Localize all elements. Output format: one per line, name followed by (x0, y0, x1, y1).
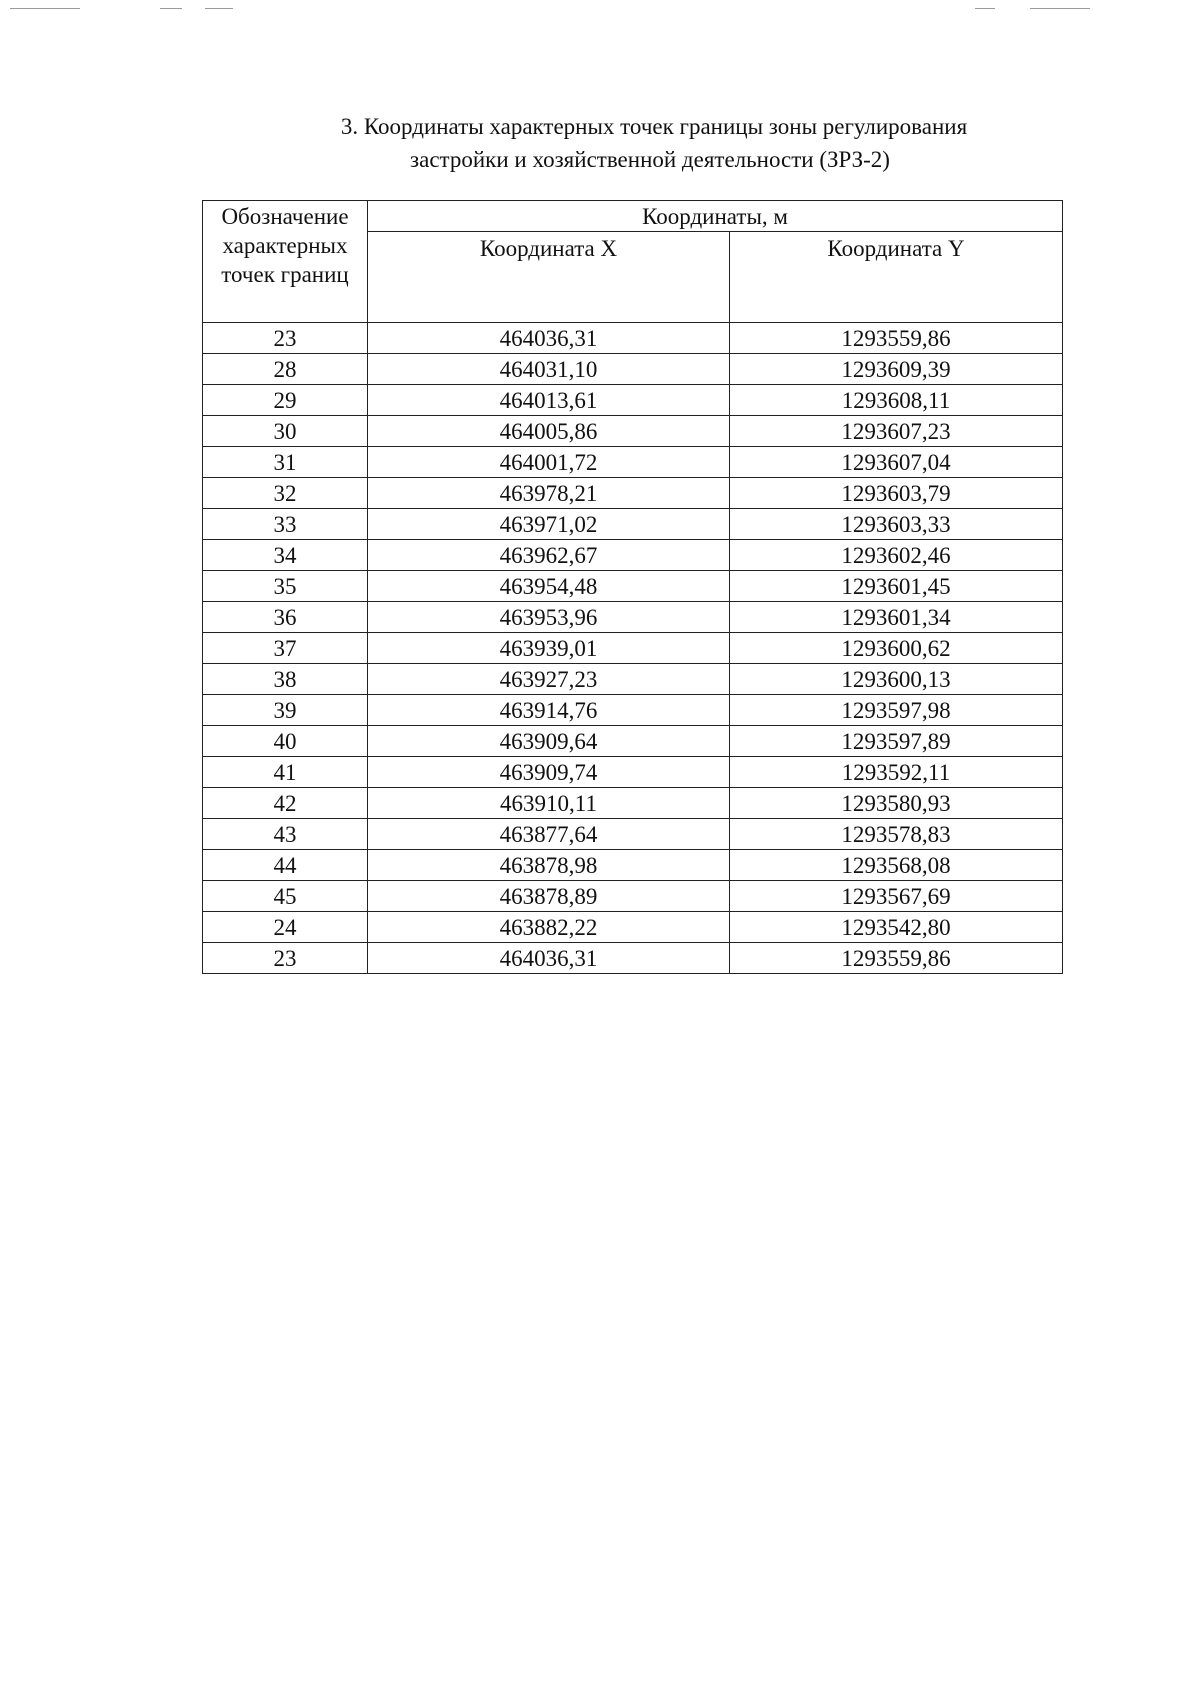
section-heading-line-1: 3. Координаты характерных точек границы зоны регулирования (340, 114, 968, 139)
table-row (203, 788, 1063, 819)
table-row (203, 323, 1063, 354)
table-row (203, 354, 1063, 385)
point-cell: 30 (203, 416, 368, 447)
table-header (203, 201, 1063, 323)
coordinates-table (202, 200, 1063, 974)
point-cell: 35 (203, 571, 368, 602)
table-row (203, 850, 1063, 881)
coordinate-y-cell: 1293603,79 (730, 478, 1063, 509)
coordinate-y-cell: 1293603,33 (730, 509, 1063, 540)
scan-artifacts (0, 8, 1100, 12)
table-row (203, 447, 1063, 478)
table-row (203, 602, 1063, 633)
scan-speck (10, 8, 80, 9)
coordinate-y-cell: 1293597,89 (730, 726, 1063, 757)
table-row (203, 540, 1063, 571)
coordinate-x-cell: 463910,11 (368, 788, 730, 819)
coordinate-x-cell: 463954,48 (368, 571, 730, 602)
point-cell: 24 (203, 912, 368, 943)
coordinate-x-cell: 463882,22 (368, 912, 730, 943)
coordinate-x-cell: 463971,02 (368, 509, 730, 540)
point-cell: 23 (203, 323, 368, 354)
point-cell: 32 (203, 478, 368, 509)
section-heading (240, 110, 1060, 176)
point-cell: 41 (203, 757, 368, 788)
point-cell: 28 (203, 354, 368, 385)
coordinate-x-cell: 463877,64 (368, 819, 730, 850)
table-row (203, 509, 1063, 540)
table-row (203, 695, 1063, 726)
coordinate-y-cell: 1293567,69 (730, 881, 1063, 912)
table-row (203, 633, 1063, 664)
coordinate-x-cell: 464036,31 (368, 323, 730, 354)
coordinate-x-cell: 463953,96 (368, 602, 730, 633)
header-point-designation: Обозначение характерных точек границ (203, 201, 368, 323)
table-row (203, 757, 1063, 788)
point-cell: 39 (203, 695, 368, 726)
table-row (203, 478, 1063, 509)
coordinate-y-cell: 1293568,08 (730, 850, 1063, 881)
scan-speck (160, 8, 182, 9)
scan-speck (1030, 8, 1090, 9)
coordinate-x-cell: 463878,98 (368, 850, 730, 881)
coordinate-y-cell: 1293600,62 (730, 633, 1063, 664)
table-row (203, 819, 1063, 850)
table-body (203, 323, 1063, 974)
coordinate-y-cell: 1293597,98 (730, 695, 1063, 726)
point-cell: 33 (203, 509, 368, 540)
coordinate-y-cell: 1293600,13 (730, 664, 1063, 695)
point-cell: 43 (203, 819, 368, 850)
coordinate-x-cell: 463927,23 (368, 664, 730, 695)
coordinate-y-cell: 1293607,23 (730, 416, 1063, 447)
point-cell: 34 (203, 540, 368, 571)
coordinate-y-cell: 1293601,45 (730, 571, 1063, 602)
coordinate-y-cell: 1293608,11 (730, 385, 1063, 416)
header-coordinate-y: Координата Y (730, 232, 1063, 323)
coordinate-y-cell: 1293542,80 (730, 912, 1063, 943)
header-coordinates-group: Координаты, м (368, 201, 1063, 232)
point-cell: 29 (203, 385, 368, 416)
coordinate-y-cell: 1293602,46 (730, 540, 1063, 571)
table-row (203, 912, 1063, 943)
coordinate-x-cell: 464005,86 (368, 416, 730, 447)
coordinate-x-cell: 463939,01 (368, 633, 730, 664)
coordinate-y-cell: 1293578,83 (730, 819, 1063, 850)
coordinate-y-cell: 1293607,04 (730, 447, 1063, 478)
table-row (203, 385, 1063, 416)
table-row (203, 664, 1063, 695)
point-cell: 23 (203, 943, 368, 974)
section-heading-line-2: застройки и хозяйственной деятельности (ЗРЗ-2) (410, 147, 890, 172)
table-row (203, 416, 1063, 447)
coordinate-x-cell: 464036,31 (368, 943, 730, 974)
point-cell: 40 (203, 726, 368, 757)
coordinate-x-cell: 463978,21 (368, 478, 730, 509)
coordinate-y-cell: 1293559,86 (730, 943, 1063, 974)
scan-speck (975, 8, 995, 9)
coordinate-x-cell: 463909,74 (368, 757, 730, 788)
coordinate-y-cell: 1293609,39 (730, 354, 1063, 385)
coordinate-y-cell: 1293580,93 (730, 788, 1063, 819)
coordinate-x-cell: 463909,64 (368, 726, 730, 757)
table-row (203, 881, 1063, 912)
point-cell: 38 (203, 664, 368, 695)
header-coordinate-x: Координата X (368, 232, 730, 323)
coordinate-y-cell: 1293601,34 (730, 602, 1063, 633)
coordinate-x-cell: 463914,76 (368, 695, 730, 726)
point-cell: 31 (203, 447, 368, 478)
coordinate-x-cell: 463962,67 (368, 540, 730, 571)
point-cell: 45 (203, 881, 368, 912)
coordinate-y-cell: 1293592,11 (730, 757, 1063, 788)
point-cell: 42 (203, 788, 368, 819)
coordinate-y-cell: 1293559,86 (730, 323, 1063, 354)
point-cell: 44 (203, 850, 368, 881)
coordinate-x-cell: 464001,72 (368, 447, 730, 478)
point-cell: 36 (203, 602, 368, 633)
point-cell: 37 (203, 633, 368, 664)
coordinate-x-cell: 464031,10 (368, 354, 730, 385)
coordinate-x-cell: 464013,61 (368, 385, 730, 416)
table-row (203, 726, 1063, 757)
table-row (203, 943, 1063, 974)
table-row (203, 571, 1063, 602)
scan-speck (205, 8, 233, 9)
coordinate-x-cell: 463878,89 (368, 881, 730, 912)
